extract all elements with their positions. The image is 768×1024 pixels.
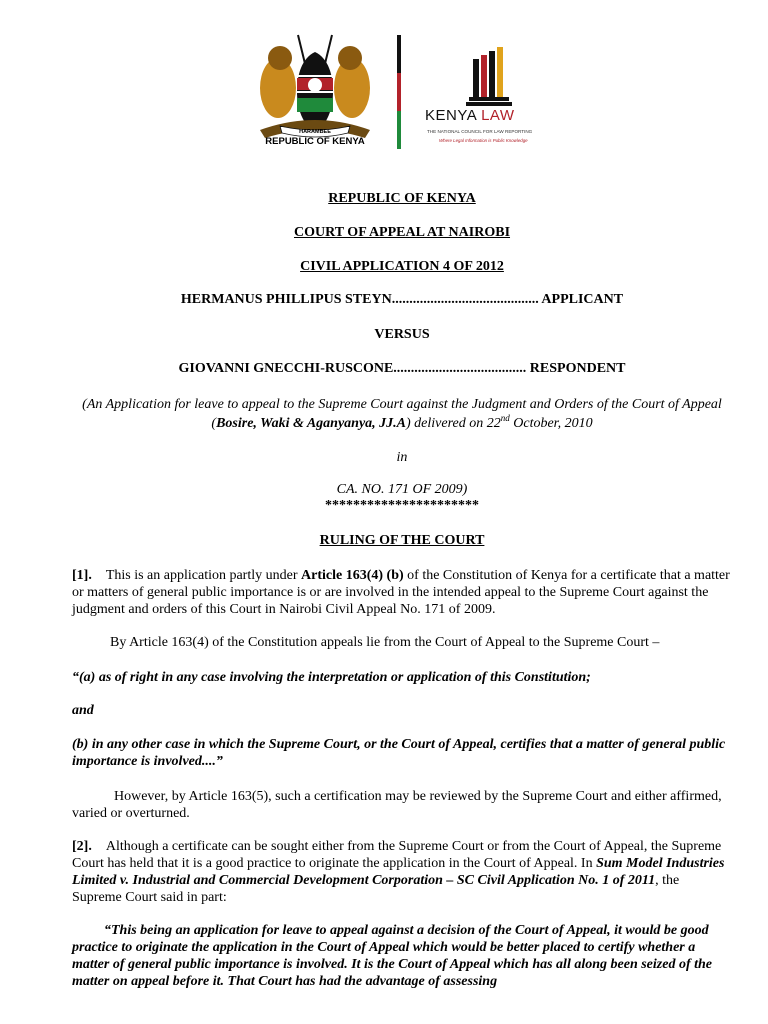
kenya-law-pillars-icon	[463, 45, 523, 107]
republic-heading: REPUBLIC OF KENYA	[328, 191, 476, 206]
kenya-law-tagline: Where Legal Information is Public Knowledge	[439, 138, 528, 143]
case-number-heading: CIVIL APPLICATION 4 OF 2012	[300, 259, 504, 274]
quote-and: and	[72, 703, 94, 718]
quote-a: “(a) as of right in any case involving the interpretation or application of this Constitution;	[72, 670, 591, 685]
application-note: (An Application for leave to appeal to the Supreme Court against the Judgment and Orders of the Court of Appeal (Bosire, Waki & Aganyanya, JJ.A) delivered on 22nd October, 2010	[82, 397, 722, 431]
ca-number-line: CA. NO. 171 OF 2009)	[336, 482, 468, 497]
stars-separator: **********************	[325, 498, 479, 513]
in-line: in	[396, 450, 408, 465]
court-heading: COURT OF APPEAL AT NAIROBI	[293, 225, 511, 240]
versus-line: VERSUS	[374, 327, 430, 342]
paragraph-2: [2]. Although a certificate can be sought either from the Supreme Court or from the Court of Appeal, the Supreme Court has held that it is a good practice to originate the application in the Court of Appeal. In Sum Model Industries Limited v. Industrial and Commercial Development Corporation – SC Civil Application No. 1 of 2011, the Supreme Court said in part:	[72, 839, 725, 905]
coat-of-arms-banner: HARAMBEE	[299, 129, 331, 135]
kenya-law-name: KENYA LAW	[425, 107, 515, 124]
paragraph-article-163-5: However, by Article 163(5), such a certification may be reviewed by the Supreme Court and either affirmed, varied or overturned.	[72, 789, 722, 821]
ruling-title: RULING OF THE COURT	[319, 533, 485, 548]
paragraph-article-163: By Article 163(4) of the Constitution appeals lie from the Court of Appeal to the Supreme Court –	[110, 635, 660, 650]
coat-of-arms-caption: REPUBLIC OF KENYA	[265, 136, 365, 147]
applicant-line: HERMANUS PHILLIPUS STEYN.......................................... APPLICANT	[180, 292, 624, 307]
header-logos	[250, 30, 560, 155]
kenya-law-subtitle: THE NATIONAL COUNCIL FOR LAW REPORTING	[427, 129, 533, 134]
respondent-line: GIOVANNI GNECCHI-RUSCONE...................................... RESPONDENT	[178, 361, 626, 376]
quote-b: (b) in any other case in which the Supreme Court, or the Court of Appeal, certifies that a matter of general public importance is involved....”	[72, 737, 726, 769]
kenya-law-logo	[425, 45, 560, 155]
paragraph-1: [1]. This is an application partly under Article 163(4) (b) of the Constitution of Kenya for a certificate that a matter or matters of general public importance is or are involved in the intended appeal to the Supreme Court against the judgment and orders of this Court in Nairobi Civil Appeal No. 171 of 2009.	[72, 568, 730, 617]
divider-bar	[397, 35, 401, 150]
quote-sum-model: “This being an application for leave to appeal against a decision of the Court of Appeal, it would be good practice to originate the application in the Court of Appeal which would be better placed to certify whether a matter of general public importance is involved. It is the Court of Appeal which has all along been seized of the matter on appeal before it. That Court has had the advantage of assessing	[72, 923, 712, 989]
